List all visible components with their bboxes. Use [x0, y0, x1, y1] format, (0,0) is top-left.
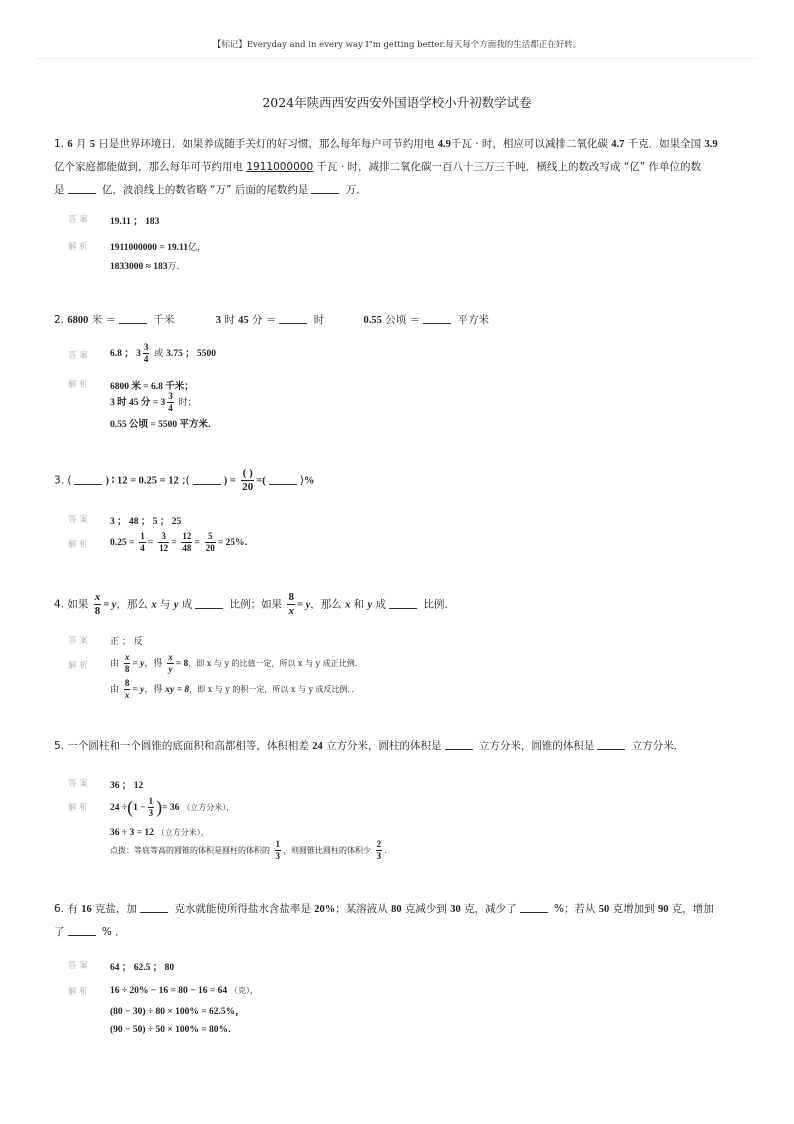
q2-analysis-line: 3 时 45 分 = 3 $\frac{3}{4}$ 时；	[110, 391, 197, 413]
q3-analysis-line: 0.25 = $\frac{1}{4}$ = $\frac{3}{12}$ = $\frac{12}{48}$ = $\frac{5}{20}$ = 25%．	[110, 531, 254, 553]
question-3: 3. ( ) ∶ 12 = 0.25 = 12 ;( ) = $\frac{( )}{20}$ =( )%	[54, 467, 315, 493]
q5-analysis-line: 36 ÷ 3 = 12 （立方分米），	[110, 828, 209, 838]
answer-blank[interactable]	[423, 310, 451, 324]
question-6: 6. 有 16 克盐，加 克水就能使所得盐水含盐率是 20%；某溶液从 80 克减少到 30 克，减少了 %；若从 50 克增加到 90 克，增加 了 % ．	[54, 898, 744, 944]
q6-answer: 64 ； 62.5 ； 80	[110, 963, 175, 973]
analysis-label: 解 析	[68, 661, 88, 671]
underlined-number: 1911000000	[246, 161, 314, 173]
answer-blank[interactable]	[68, 180, 96, 194]
answer-blank[interactable]	[269, 471, 297, 485]
q6-analysis-line: (80 − 30) ÷ 80 × 100% = 62.5%，	[110, 1007, 245, 1017]
answer-blank[interactable]	[74, 471, 102, 485]
q2-answer: 6.8 ； 3 $\frac{3}{4}$ 或 3.75 ； 5500	[110, 342, 217, 364]
analysis-label: 解 析	[68, 540, 88, 550]
q3-answer: 3 ； 48 ； 5 ； 25	[110, 517, 182, 527]
answer-label: 答 案	[68, 961, 88, 971]
analysis-label: 解 析	[68, 803, 88, 813]
question-2: 2. 6800 米 ＝ 千米 3 时 45 分 ＝ 时 0.55 公顷 ＝ 平方米	[54, 309, 744, 332]
answer-blank[interactable]	[279, 310, 307, 324]
q6-analysis-line: 16 ÷ 20% − 16 = 80 − 16 = 64 （克），	[110, 986, 258, 996]
answer-label: 答 案	[68, 515, 88, 525]
q4-analysis-line: 由 $\frac{8}{x}$ = y，得 xy = 8，即 x 与 y 的积一定，所以 x 与 y 成反比例．．	[110, 678, 360, 700]
answer-blank[interactable]	[193, 471, 221, 485]
header-divider	[36, 58, 758, 59]
question-1: 1. 6 月 5 日是世界环境日．如果养成随手关灯的好习惯，那么每年每户可节约用电 4.9千瓦 · 时，相应可以减排二氧化碳 4.7 千克．如果全国 3.9 亿个家庭都能做到，那么每年可节约用电 1911000000 千瓦 · 时，减排二氧化碳一百八十三万三千吨．横线上的数改写成 “亿” 作单位的数 是 亿，波浪线上的数省略 “万” 后面的尾数约是 万．	[54, 138, 718, 196]
answer-blank[interactable]	[311, 180, 339, 194]
answer-blank[interactable]	[140, 899, 168, 913]
analysis-label: 解 析	[68, 242, 88, 252]
answer-blank[interactable]	[445, 736, 473, 750]
answer-blank[interactable]	[597, 736, 625, 750]
answer-blank[interactable]	[68, 922, 96, 936]
answer-label: 答 案	[68, 636, 88, 646]
q1-answer: 19.11 ； 183	[110, 217, 160, 227]
top-banner: 【标记】Everyday and in every way I"m getting better.每天每个方面我的生活都正在好转。	[212, 40, 582, 50]
question-5: 5. 一个圆柱和一个圆锥的底面积和高都相等，体积相差 24 立方分米，圆柱的体积是 立方分米，圆锥的体积是 立方分米．	[54, 735, 744, 758]
q1-analysis-line: 1911000000 = 19.11亿，	[110, 243, 207, 253]
answer-blank[interactable]	[520, 899, 548, 913]
answer-blank[interactable]	[389, 595, 417, 609]
page-title: 2024年陕西西安西安外国语学校小升初数学试卷	[262, 95, 532, 110]
q5-answer: 36 ； 12	[110, 781, 144, 791]
answer-label: 答 案	[68, 779, 88, 789]
q6-analysis-line: (90 − 50) ÷ 50 × 100% = 80%．	[110, 1025, 238, 1035]
answer-blank[interactable]	[195, 595, 223, 609]
answer-blank[interactable]	[119, 310, 147, 324]
q4-analysis-line: 由 $\frac{x}{8}$ = y，得 $\frac{x}{y}$ = 8，即 x 与 y 的比值一定，所以 x 与 y 成正比例．	[110, 652, 363, 674]
question-4: 4. 如果 $\frac{x}{8}$ = y，那么 x 与 y 成 比例；如果 $\frac{8}{x}$ = y，那么 x 和 y 成 比例．	[54, 591, 455, 617]
q2-analysis-line: 6800 米 = 6.8 千米；	[110, 382, 194, 392]
q1-analysis-line: 1833000 ≈ 183万．	[110, 262, 186, 272]
analysis-label: 解 析	[68, 987, 88, 997]
q5-analysis-line: 24 ÷(1 − $\frac{1}{3}$ )= 36 （立方分米），	[110, 796, 235, 818]
q5-analysis-line: 点拨：等底等高的圆锥的体积是圆柱的体积的 $\frac{1}{3}$ ，则圆锥比圆柱的体积少 $\frac{2}{3}$ ．	[110, 839, 393, 861]
q2-analysis-line: 0.55 公顷 = 5500 平方米．	[110, 420, 218, 430]
analysis-label: 解 析	[68, 380, 88, 390]
answer-label: 答 案	[68, 351, 88, 361]
answer-label: 答 案	[68, 215, 88, 225]
q4-answer: 正 ； 反	[110, 637, 143, 647]
